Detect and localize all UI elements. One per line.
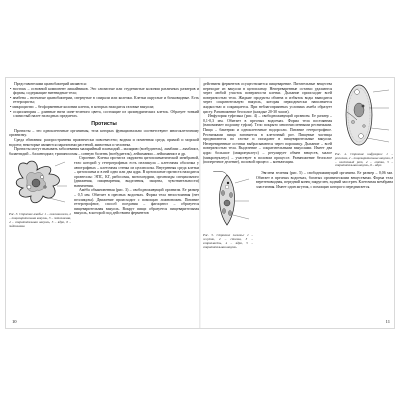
section-heading: Протисты <box>91 120 117 127</box>
book-spread <box>6 78 394 328</box>
figure-3-caption: Рис. 3. Строение амебы: 1 – ложноножки, 2 – пищеварительная вакуоль, 3 – эктоплазма, 4 – сократительная вакуоль, 5 – ядро, 6 – эндоплазма <box>9 212 71 228</box>
paramecium-figure <box>335 82 393 168</box>
bullet-microcystis: • микроцистис – бесформенные колонии клеток, в которых находятся газовые вакуоли; <box>10 104 155 109</box>
structure-paragraph: Строение. Клетка протиста окружена цитоплазматической мембраной, тело которой у гетеротрофных есть пелликула – клеточная оболочка у автотрофных – клеточная стенка из целлюлозы. Внутренняя среда клетки – цитоплазма и в ней одно или два ядра. В цитоплазме протиста находятся органеллы: ЭПС, КГ, рибосомы, митохондрии, органоиды специального (движения, пищеварения, выделения, защиты, чувствительности) назначения. <box>74 156 199 188</box>
left-page <box>9 82 199 326</box>
amoeba-figure <box>9 156 71 228</box>
euglena-paragraph: Эвглена зеленая (рис. 5) – свободноживущий организм. Ее размер – 0,06 мм. Обитает в пресных водоемах, богатых органическими веществами. Форма тела веретеновидная, передний конец закруглен, задний заострен. Клеточная мембрана эластичная. Имеет один жгутик, с помощью которого передвигается. <box>256 171 393 189</box>
right-page <box>203 82 393 326</box>
page-number-right: 11 <box>385 319 390 324</box>
diseases-paragraph: Протисты могут вызывать заболевания малярийный плазмодий – малярию (возбудитель), лямблии – лямблиоз, балантидий – балантидиаз; трипаносомы – сонную болезнь (возбудитель), лейшмании – лейшманиоз и др. <box>9 147 199 156</box>
euglena-block <box>203 171 393 249</box>
bullet-anabena: • анабена – нитчатые цианобактерии, свернутые в спирали или колечки. Клетки округлые и бочковидные. Есть гетероцисты; <box>10 95 199 105</box>
page-number-left: 10 <box>12 319 17 324</box>
paramecium-illustration <box>335 82 393 148</box>
figure-4-caption: Рис. 4. Строение инфузории: 1 – реснички, 2 – пищеварительные вакуоли, 3 – клеточный рот, 4 – глотка, 5 – сократительная вакуоль, 6 – ядро <box>335 152 393 168</box>
intro-text: Представителями цианобактерий являются: <box>14 82 87 86</box>
amoeba-illustration <box>9 156 71 208</box>
bullet-nostoc: • ностокъ – основной компонент лишайников. Это слизистые или студенистые колонии различных размеров и формы, содержащие нитевидные тела; <box>10 86 199 96</box>
paramecium-paragraph: Инфузория туфелька (рис. 4) – свободноживущий организм. Ее размер – 0,1-0,3 мм. Обитает в пресных водоемах. Форма тела постоянная (напоминает подошву туфли). Тело покрыто многочисленными ресничками. Пища – бактерии и одноклеточные водоросли. Питание гетеротрофное. Ресничками пища загоняется в клеточный рот. Пищевые частицы продвигаются по глотке и попадают в пищеварительные вакуоли. Непереваренные остатки выбрасываются через порошицу. Дыхание – всей поверхностью тела. Выделение – сократительными вакуолями. Имеет два ядра: большое (макронуклеус) – регулирует обмен веществ, малое (микронуклеус) – участвует в половом процессе. Размножение бесполое (поперечное деление), половой процесс – конъюгация. <box>203 114 332 165</box>
protist-definition: Протисты – это одноклеточные организмы, тела которых функционально соответствуют многоклеточному организму. <box>9 128 199 138</box>
figure-5-caption: Рис. 5. Строение эвглены: 1 – жгутик, 2 – стигма, 3 – хлоропласты, 4 – ядро, 5 – сократительная вакуоль <box>203 233 253 249</box>
bullet-oscillatoria: • осциллятория – длинные нити сине-зеленого цвета, состоящие из цилиндрических клеток. Образует тонкий слизистый налет на водных предметах. <box>10 109 199 119</box>
amoeba-block <box>9 156 199 228</box>
euglena-illustration <box>203 171 253 229</box>
euglena-figure <box>203 171 253 249</box>
habitat-paragraph: Среда обитания: распространены практически повсеместно; водная и почвенная среда, прямой и морской водоем; некоторые являются паразитами растений, животных и человека. <box>9 137 199 147</box>
amoeba-paragraph: Амёба обыкновенная (рис. 3) – свободноживущий организм. Ее размер – 0,5 мм. Обитает в пресных водоемах. Форма тела непостоянная (нет пелликулы). Движение происходит с помощью ложноножек. Питание гетеротрофное, способ поедания – фагоцитоз – образуется пищеварительная вакуоль. Вокруг пищи образуется пищеварительная вакуоль, в которой под действием ферментов <box>74 188 199 216</box>
book-gutter <box>199 78 201 328</box>
paramecium-block <box>203 82 393 168</box>
digestion-paragraph: действием ферментов осуществляется пищеварение. Питательные вещества переходят из вакуоли в цитоплазму. Непереваренные остатки удаляются через любой участок поверхности клетки. Дыхание происходит всей поверхностью тела. Жидкие продукты обмена и избыток воды выводятся через сократительную вакуоль, которая периодически наполняется жидкостью и сокращается. При неблагоприятных условиях амеба образует цисту. Размножение бесполое (каждые 20-30 часов). <box>203 82 332 114</box>
